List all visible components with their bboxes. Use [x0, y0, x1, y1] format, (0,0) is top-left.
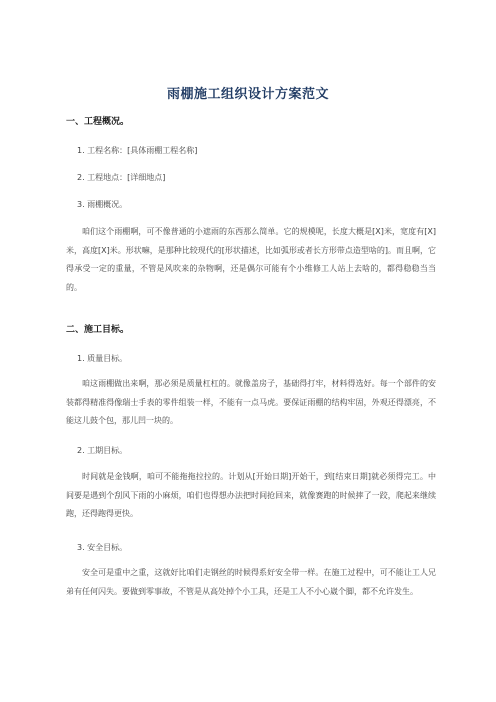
canopy-overview-item: 3. 雨棚概况。	[77, 200, 128, 209]
section-heading-overview: 一、工程概况。	[66, 117, 130, 127]
project-name-item: 1. 工程名称：[具体雨棚工程名称]	[77, 146, 198, 155]
quality-goal-paragraph: 咱这雨棚做出来啊，那必须是质量杠杠的。就像盖房子，基础得打牢，材料得选好。每一个部件的安装都得精准得像瑞士手表的零件组装一样，不能有一点马虎。要保证雨棚的结构牢固，外观还得漂亮，不能这儿鼓个包，那儿凹一块的。	[66, 379, 436, 426]
schedule-goal-paragraph: 时间就是金钱啊，咱可不能拖拖拉拉的。计划从[开始日期]开始干，到[结束日期]就必须得完工。中间要是遇到个刮风下雨的小麻烦，咱们也得想办法把时间抢回来，就像赛跑的时候摔了一跤，爬起来继续跑，还得跑得更快。	[66, 472, 436, 519]
safety-goal-item: 3. 安全目标。	[77, 543, 128, 552]
quality-goal-item: 1. 质量目标。	[77, 354, 128, 363]
schedule-goal-item: 2. 工期目标。	[77, 446, 128, 455]
canopy-overview-paragraph: 咱们这个雨棚啊，可不像普通的小遮雨的东西那么简单。它的规模呢，长度大概是[X]米，宽度有[X]米，高度[X]米。形状嘛，是那种比较现代的[形状描述，比如弧形或者长方形带点造型啥的]。而且啊，它得承受一定的重量，不管是风吹来的杂物啊，还是偶尔可能有个小维修工人站上去啥的，都得稳稳当当的。	[66, 227, 436, 293]
safety-goal-paragraph: 安全可是重中之重，这就好比咱们走钢丝的时候得系好安全带一样。在施工过程中，可不能让工人兄弟有任何闪失。要做到零事故，不管是从高处掉个小工具，还是工人不小心崴个脚，都不允许发生。	[66, 568, 436, 596]
document-title: 雨棚施工组织设计方案范文	[166, 87, 329, 102]
section-heading-goals: 二、施工目标。	[66, 325, 130, 335]
project-location-item: 2. 工程地点：[详细地点]	[77, 173, 166, 182]
